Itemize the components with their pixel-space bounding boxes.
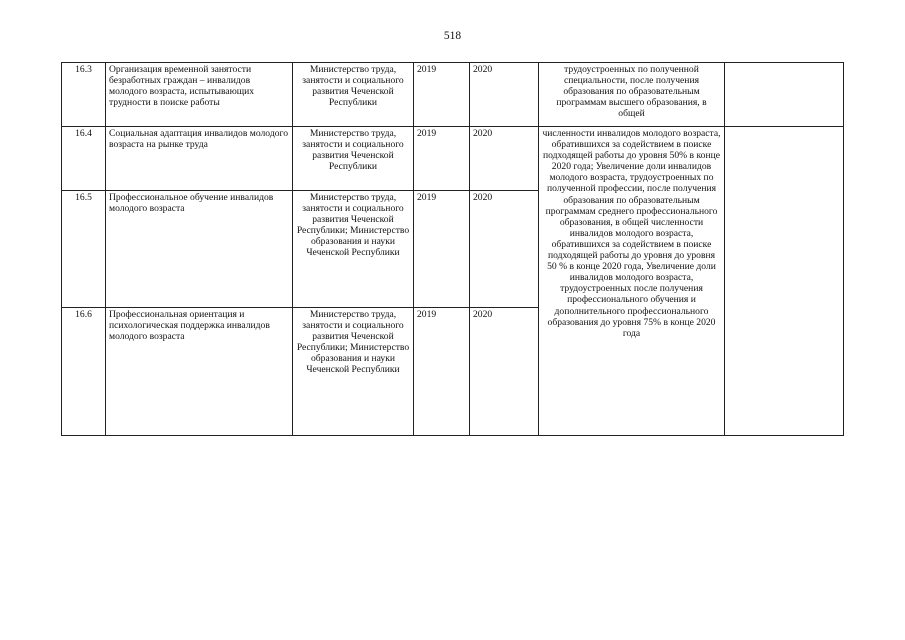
empty-cell bbox=[725, 127, 844, 436]
row-number: 16.4 bbox=[62, 127, 106, 191]
executor: Министерство труда, занятости и социального развития Чеченской Республики; Министерство образования и науки Чеченской Республики bbox=[293, 308, 414, 436]
expected-result-cell: трудоустроенных по полученной специальности, после получения образования по образовательным программам высшего образования, в общей bbox=[539, 63, 725, 127]
executor: Министерство труда, занятости и социального развития Чеченской Республики bbox=[293, 63, 414, 127]
measure-name: Профессиональная ориентация и психологическая поддержка инвалидов молодого возраста bbox=[106, 308, 293, 436]
start-year: 2019 bbox=[414, 191, 470, 308]
row-number: 16.3 bbox=[62, 63, 106, 127]
executor: Министерство труда, занятости и социального развития Чеченской Республики; Министерство образования и науки Чеченской Республики bbox=[293, 191, 414, 308]
measure-name: Профессиональное обучение инвалидов молодого возраста bbox=[106, 191, 293, 308]
start-year: 2019 bbox=[414, 63, 470, 127]
measure-name: Организация временной занятости безработных граждан – инвалидов молодого возраста, испытывающих трудности в поиске работы bbox=[106, 63, 293, 127]
end-year: 2020 bbox=[470, 308, 539, 436]
start-year: 2019 bbox=[414, 308, 470, 436]
executor: Министерство труда, занятости и социального развития Чеченской Республики bbox=[293, 127, 414, 191]
measures-table bbox=[61, 62, 844, 436]
start-year: 2019 bbox=[414, 127, 470, 191]
measure-name: Социальная адаптация инвалидов молодого возраста на рынке труда bbox=[106, 127, 293, 191]
page-number: 518 bbox=[443, 30, 462, 42]
end-year: 2020 bbox=[470, 127, 539, 191]
row-number: 16.6 bbox=[62, 308, 106, 436]
empty-cell bbox=[725, 63, 844, 127]
table-row bbox=[62, 127, 844, 191]
expected-result-cell: численности инвалидов молодого возраста, обратившихся за содействием в поиске подходящей работы до уровня 50% в конце 2020 года; Увеличение доли инвалидов молодого возраста, трудоустроенных по полученной профессии, после получения образования по образовательным программам среднего профессионального образования, в общей численности инвалидов молодого возраста, обратившихся за содействием в поиске подходящей работы до уровня до уровня 50 % в конце 2020 года, Увеличение доли инвалидов молодого возраста, трудоустроенных после получения профессионального обучения и дополнительного профессионального образования до уровня 75% в конце 2020 года bbox=[539, 127, 725, 436]
table-row bbox=[62, 63, 844, 127]
end-year: 2020 bbox=[470, 63, 539, 127]
end-year: 2020 bbox=[470, 191, 539, 308]
row-number: 16.5 bbox=[62, 191, 106, 308]
